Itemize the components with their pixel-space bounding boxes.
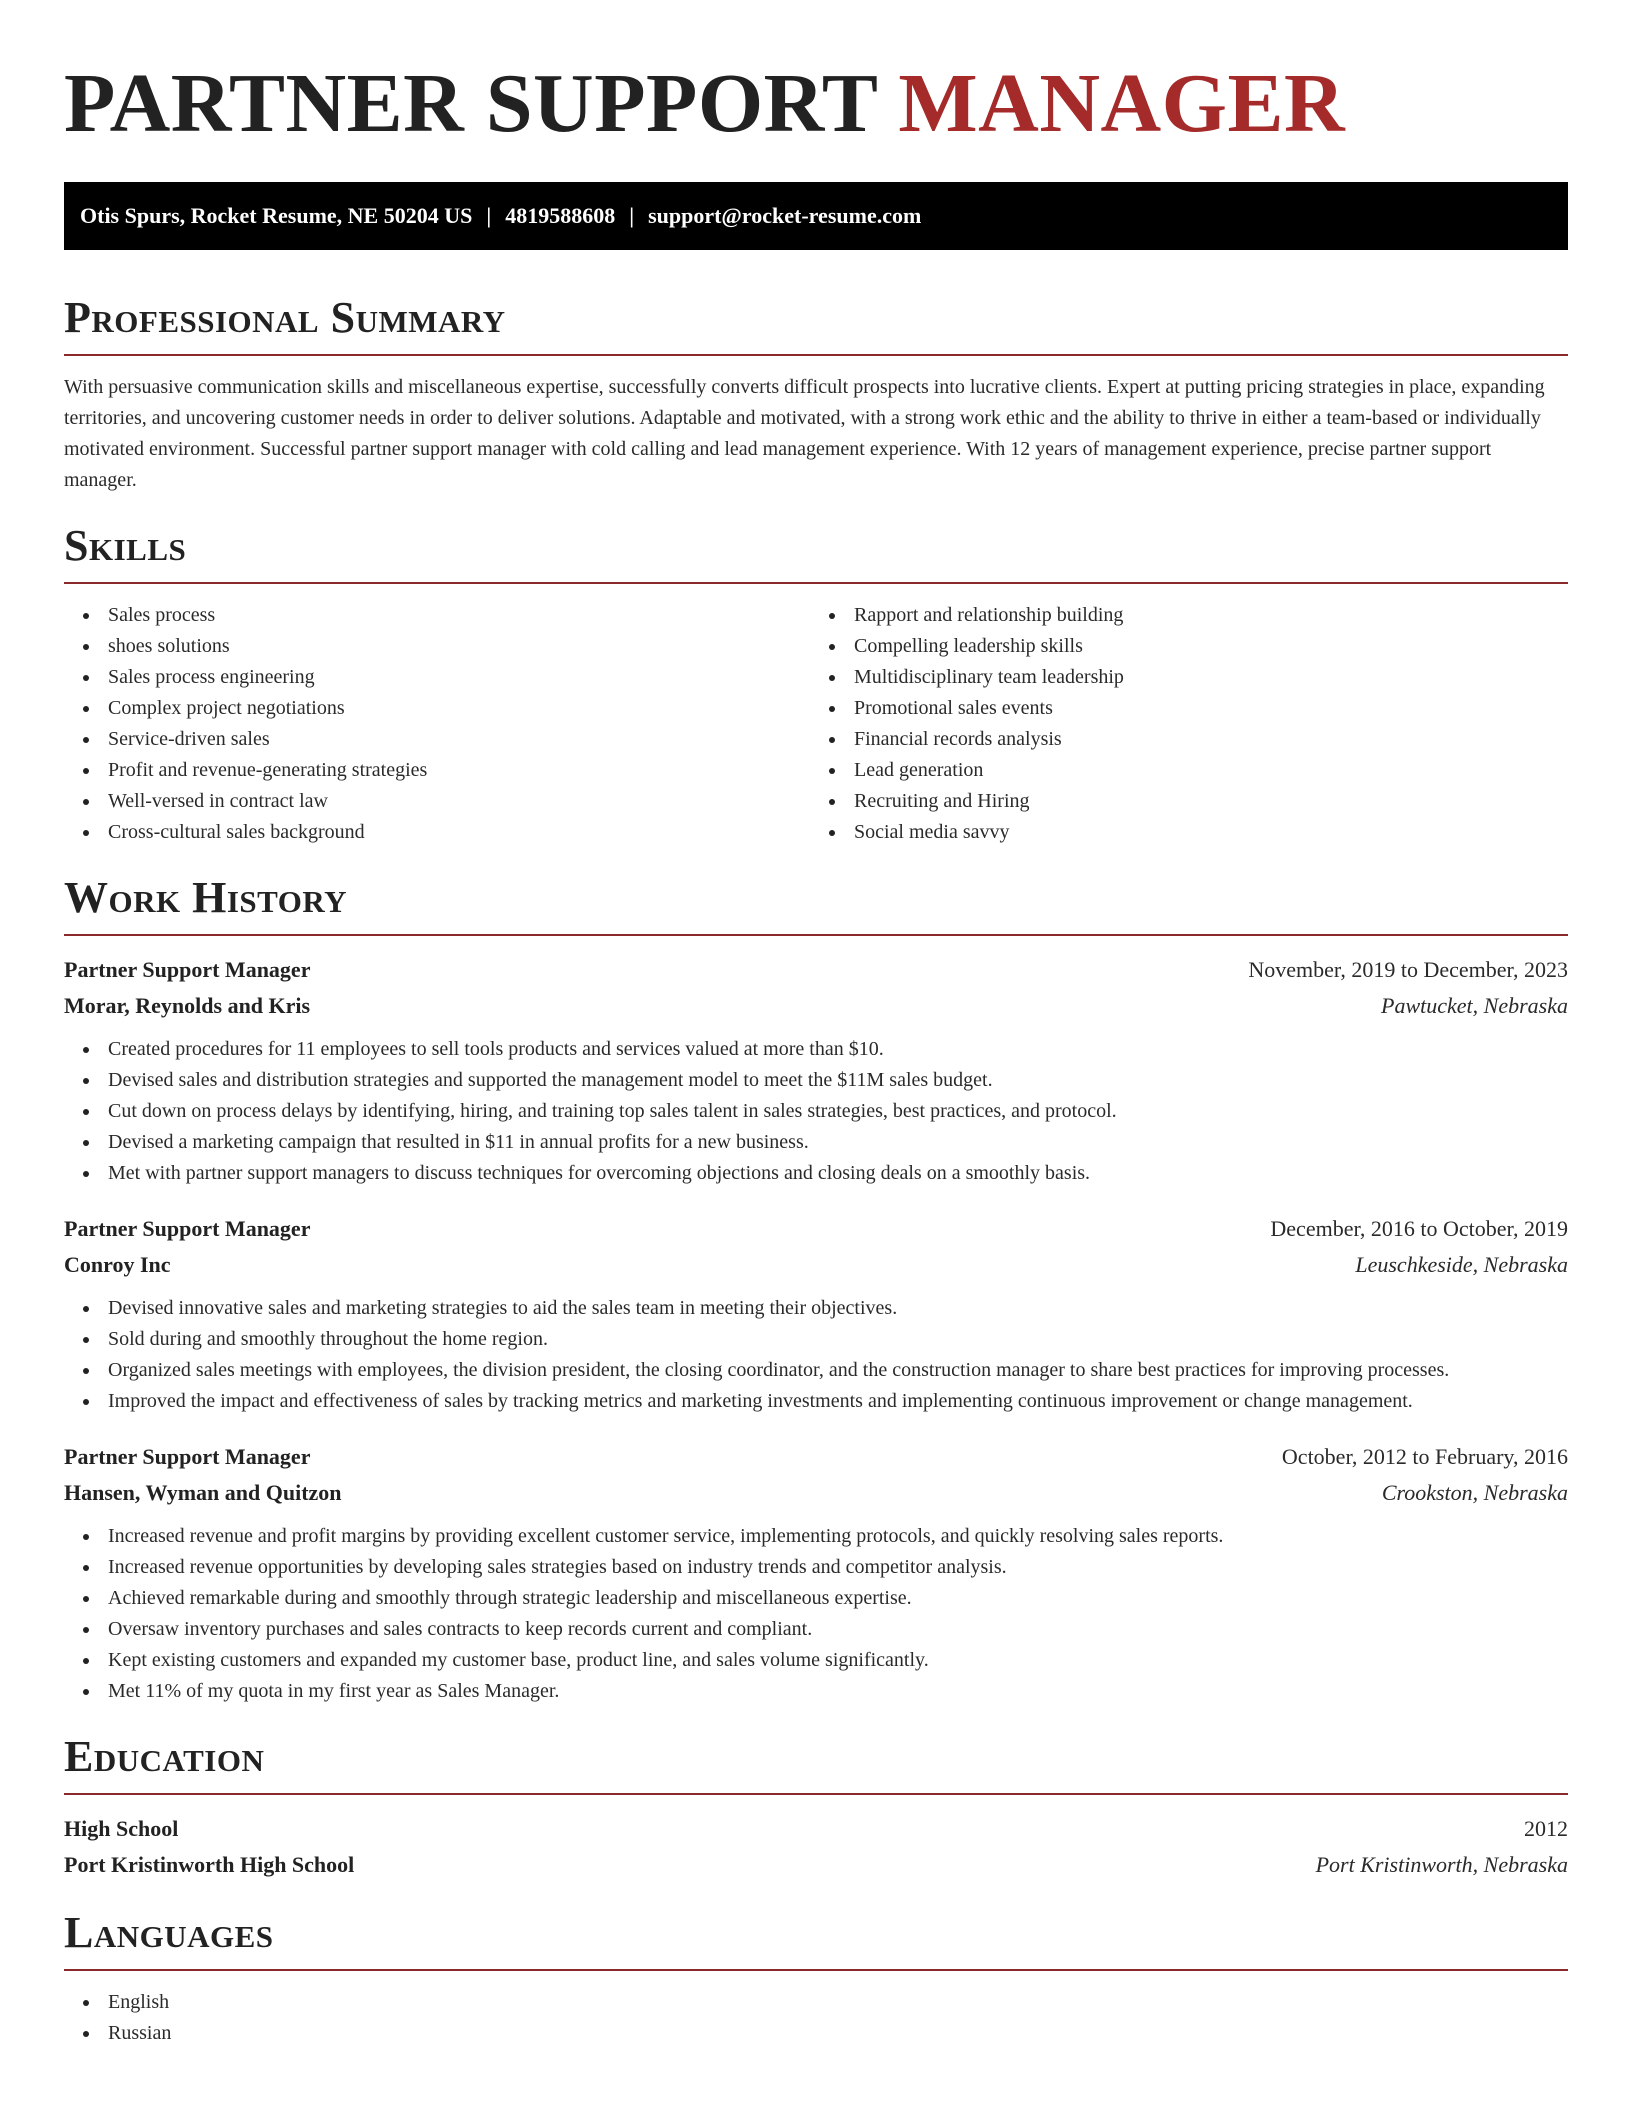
job-bullet: Cut down on process delays by identifying, hiring, and training top sales talent in sales strategies, best practices, and protocol.: [108, 1096, 1568, 1127]
job-entry: [64, 952, 1568, 1189]
job-bullets: [64, 1293, 1568, 1417]
job-bullets: [64, 1034, 1568, 1189]
languages-section: [64, 1909, 1568, 2049]
education-location: Port Kristinworth, Nebraska: [1315, 1852, 1568, 1877]
job-title: Partner Support Manager: [64, 1216, 311, 1241]
job-header-row: [64, 1211, 1568, 1247]
job-bullet: Increased revenue and profit margins by providing excellent customer service, implementing protocols, and quickly resolving sales reports.: [108, 1521, 1568, 1552]
job-bullet: Increased revenue opportunities by developing sales strategies based on industry trends and competitor analysis.: [108, 1552, 1568, 1583]
section-divider: [64, 582, 1568, 584]
contact-address: Otis Spurs, Rocket Resume, NE 50204 US: [80, 203, 473, 228]
job-dates: October, 2012 to February, 2016: [1281, 1444, 1568, 1469]
section-heading-skills: Skills: [64, 521, 187, 570]
job-company: Conroy Inc: [64, 1252, 171, 1277]
skill-item: Financial records analysis: [854, 724, 1568, 755]
contact-separator: |: [486, 203, 492, 228]
skill-item: shoes solutions: [108, 631, 816, 662]
job-bullet: Created procedures for 11 employees to sell tools products and services valued at more than $10.: [108, 1034, 1568, 1065]
job-title: Partner Support Manager: [64, 1444, 311, 1469]
skills-column-left: [64, 600, 816, 848]
section-divider: [64, 934, 1568, 936]
skill-item: Compelling leadership skills: [854, 631, 1568, 662]
job-dates: December, 2016 to October, 2019: [1270, 1216, 1568, 1241]
section-divider: [64, 1969, 1568, 1971]
job-bullet: Met with partner support managers to discuss techniques for overcoming objections and closing deals on a smoothly basis.: [108, 1158, 1568, 1189]
job-location: Pawtucket, Nebraska: [1381, 993, 1568, 1018]
job-header-row: [64, 952, 1568, 988]
skills-column-right: [816, 600, 1568, 848]
job-company: Morar, Reynolds and Kris: [64, 993, 311, 1018]
summary-text: With persuasive communication skills and miscellaneous expertise, successfully converts difficult prospects into lucrative clients. Expert at putting pricing strategies in place, expanding territories, and uncovering customer needs in order to deliver solutions. Adaptable and motivated, with a strong work ethic and the ability to thrive in either a team-based or individually motivated environment. Successful partner support manager with cold calling and lead management experience. With 12 years of management experience, precise partner support manager.: [64, 376, 1545, 491]
job-bullet: Improved the impact and effectiveness of sales by tracking metrics and marketing investments and implementing continuous improvement or change management.: [108, 1386, 1568, 1417]
resume-title: [64, 50, 1568, 158]
skill-item: Promotional sales events: [854, 693, 1568, 724]
contact-email: support@rocket-resume.com: [648, 203, 922, 228]
skill-item: Sales process: [108, 600, 816, 631]
contact-separator: |: [629, 203, 635, 228]
education-degree-row: [64, 1811, 1568, 1847]
job-bullet: Oversaw inventory purchases and sales contracts to keep records current and compliant.: [108, 1614, 1568, 1645]
job-bullet: Devised a marketing campaign that resulted in $11 in annual profits for a new business.: [108, 1127, 1568, 1158]
section-divider: [64, 1793, 1568, 1795]
job-company: Hansen, Wyman and Quitzon: [64, 1480, 342, 1505]
skill-item: Sales process engineering: [108, 662, 816, 693]
skill-item: Well-versed in contract law: [108, 786, 816, 817]
contact-phone: 4819588608: [505, 203, 616, 228]
education-section: [64, 1733, 1568, 1883]
job-location: Leuschkeside, Nebraska: [1355, 1252, 1568, 1277]
job-bullet: Devised sales and distribution strategies and supported the management model to meet the $11M sales budget.: [108, 1065, 1568, 1096]
section-heading-summary: Professional Summary: [64, 293, 506, 342]
job-bullet: Kept existing customers and expanded my customer base, product line, and sales volume significantly.: [108, 1645, 1568, 1676]
section-heading-languages: Languages: [64, 1908, 274, 1957]
job-title: Partner Support Manager: [64, 957, 311, 982]
contact-bar: [64, 182, 1568, 250]
languages-list: [64, 1987, 1568, 2049]
job-bullet: Met 11% of my quota in my first year as Sales Manager.: [108, 1676, 1568, 1707]
skill-item: Recruiting and Hiring: [854, 786, 1568, 817]
skills-section: [64, 522, 1568, 848]
section-heading-work: Work History: [64, 873, 348, 922]
skill-item: Multidisciplinary team leadership: [854, 662, 1568, 693]
work-history-section: [64, 874, 1568, 1707]
skill-item: Rapport and relationship building: [854, 600, 1568, 631]
summary-section: [64, 294, 1568, 496]
language-item: English: [108, 1987, 1568, 2018]
skills-list-left: [64, 600, 816, 848]
skill-item: Social media savvy: [854, 817, 1568, 848]
skill-item: Profit and revenue-generating strategies: [108, 755, 816, 786]
skill-item: Lead generation: [854, 755, 1568, 786]
title-accent: MANAGER: [898, 57, 1346, 150]
job-company-row: [64, 1475, 1568, 1511]
job-entry: [64, 1439, 1568, 1707]
skill-item: Service-driven sales: [108, 724, 816, 755]
section-heading-education: Education: [64, 1732, 265, 1781]
education-school-row: [64, 1847, 1568, 1883]
job-header-row: [64, 1439, 1568, 1475]
skills-list-right: [816, 600, 1568, 848]
job-entry: [64, 1211, 1568, 1417]
job-company-row: [64, 988, 1568, 1024]
job-dates: November, 2019 to December, 2023: [1248, 957, 1568, 982]
job-bullets: [64, 1521, 1568, 1707]
title-main: PARTNER SUPPORT: [64, 57, 877, 150]
section-divider: [64, 354, 1568, 356]
language-item: Russian: [108, 2018, 1568, 2049]
job-bullet: Devised innovative sales and marketing strategies to aid the sales team in meeting their objectives.: [108, 1293, 1568, 1324]
education-year: 2012: [1524, 1816, 1568, 1841]
education-degree: High School: [64, 1816, 179, 1841]
job-bullet: Organized sales meetings with employees, the division president, the closing coordinator, and the construction manager to share best practices for improving processes.: [108, 1355, 1568, 1386]
skill-item: Complex project negotiations: [108, 693, 816, 724]
job-company-row: [64, 1247, 1568, 1283]
job-location: Crookston, Nebraska: [1381, 1480, 1568, 1505]
skill-item: Cross-cultural sales background: [108, 817, 816, 848]
education-school: Port Kristinworth High School: [64, 1852, 355, 1877]
skills-grid: [64, 600, 1568, 848]
job-bullet: Achieved remarkable during and smoothly through strategic leadership and miscellaneous expertise.: [108, 1583, 1568, 1614]
job-bullet: Sold during and smoothly throughout the home region.: [108, 1324, 1568, 1355]
